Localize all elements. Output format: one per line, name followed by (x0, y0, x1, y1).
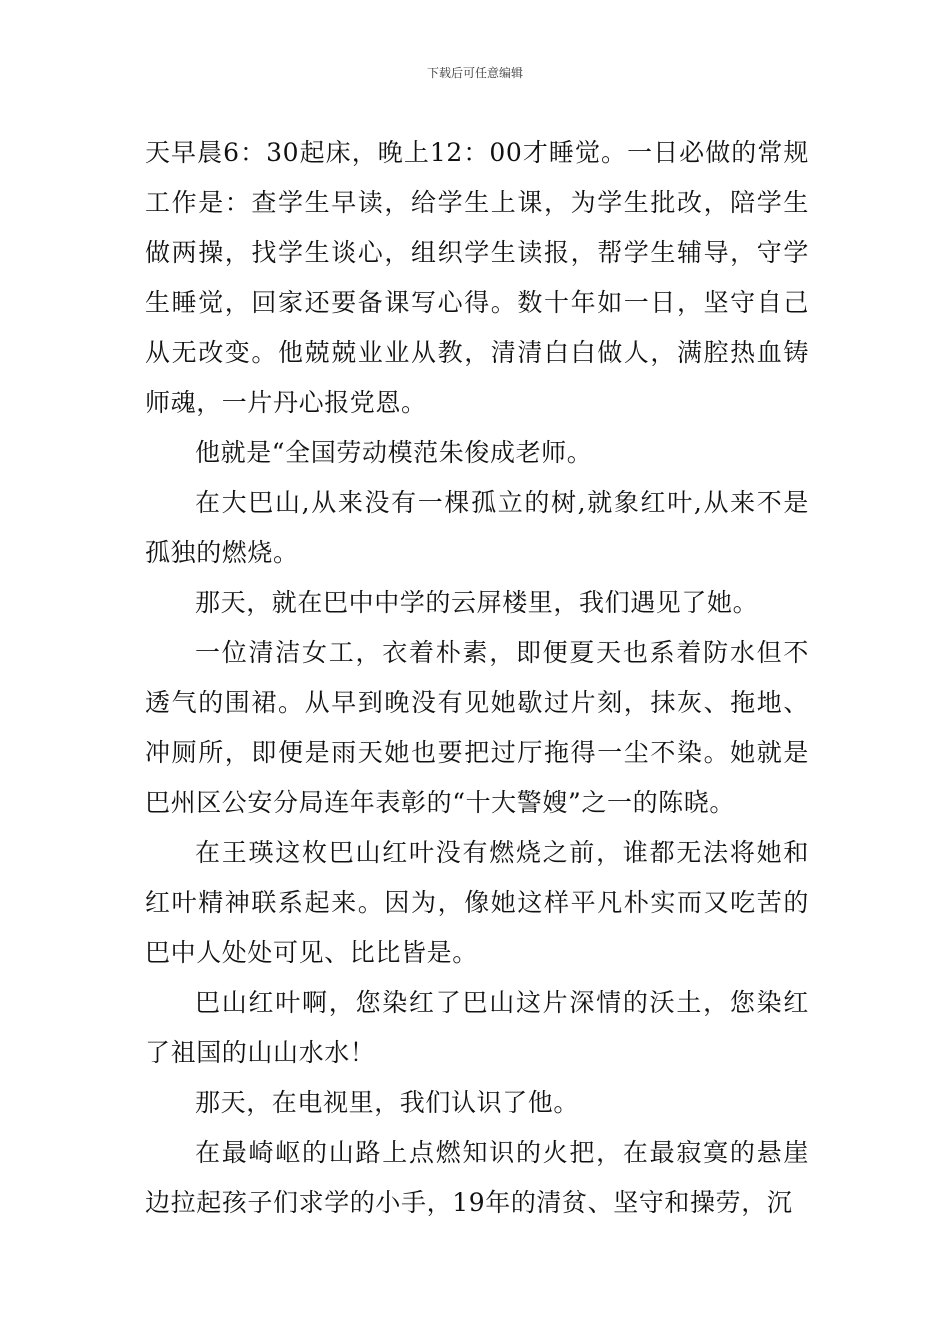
paragraph-3: 在大巴山,从来没有一棵孤立的树,就象红叶,从来不是孤独的燃烧。 (145, 488, 809, 567)
page-header-note: 下载后可任意编辑 (426, 66, 523, 80)
paragraph-1: 天早晨6：30起床，晚上12：00才睡觉。一日必做的常规工作是：查学生早读，给学生上课，为学生批改，陪学生做两操，找学生谈心，组织学生读报，帮学生辅导，守学生睡觉，回家还要备课写心得。数十年如一日，坚守自己从无改变。他兢兢业业从教，清清白白做人，满腔热血铸师魂，一片丹心报党恩。 (145, 138, 809, 417)
paragraph-6: 在王瑛这枚巴山红叶没有燃烧之前，谁都无法将她和红叶精神联系起来。因为，像她这样平凡朴实而又吃苦的巴中人处处可见、比比皆是。 (145, 838, 809, 967)
paragraph-8: 那天，在电视里，我们认识了他。 (195, 1088, 580, 1117)
paragraph-9: 在最崎岖的山路上点燃知识的火把，在最寂寞的悬崖边拉起孩子们求学的小手，19年的清贫、坚守和操劳，沉 (145, 1138, 809, 1217)
paragraph-4: 那天，就在巴中中学的云屏楼里，我们遇见了她。 (195, 588, 759, 617)
document-body (145, 128, 809, 1228)
paragraph-2: 他就是“全国劳动模范朱俊成老师。 (195, 438, 593, 467)
paragraph-7: 巴山红叶啊，您染红了巴山这片深情的沃土，您染红了祖国的山山水水！ (145, 988, 809, 1067)
paragraph-5: 一位清洁女工，衣着朴素，即便夏天也系着防水但不透气的围裙。从早到晚没有见她歇过片刻，抹灰、拖地、冲厕所，即便是雨天她也要把过厅拖得一尘不染。她就是巴州区公安分局连年表彰的“十大警嫂”之一的陈晓。 (145, 638, 809, 817)
